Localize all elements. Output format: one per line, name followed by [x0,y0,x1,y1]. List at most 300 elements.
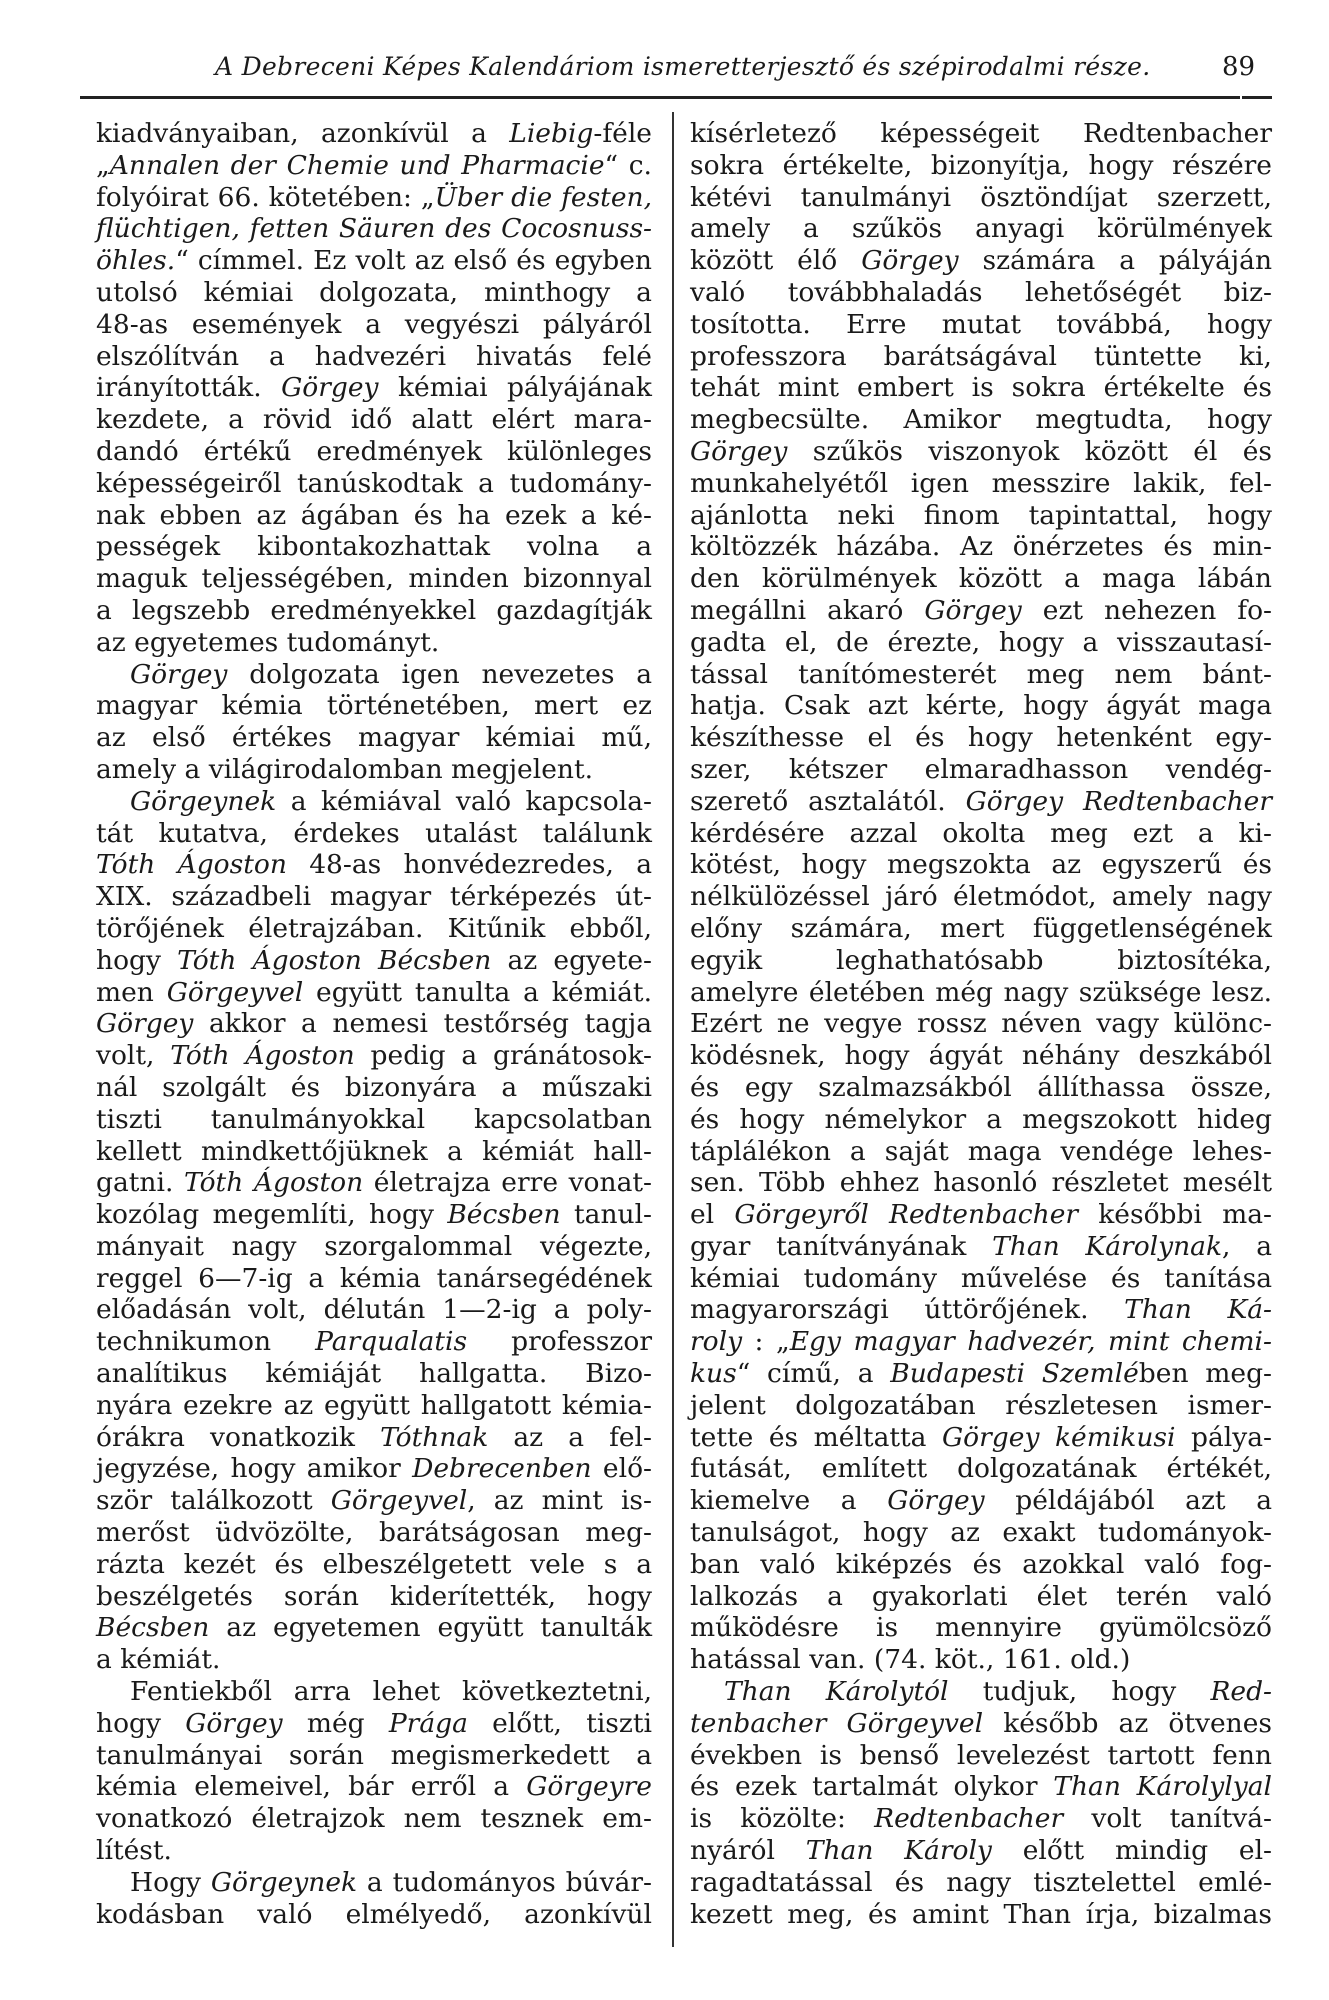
text-line [96,531,652,563]
text-line [690,1167,1272,1199]
text-segment: sokra értékelte, bizonyítja, hogy részére [690,149,1272,181]
text-line [96,1040,652,1072]
text-line [690,1899,1272,1931]
right-column [690,118,1272,1930]
italic-segment: Görgey [281,372,379,404]
text-segment: pálya- [1175,1421,1272,1453]
text-segment: számára a pályáján [958,245,1273,277]
italic-segment: Tóth Ágoston [183,1167,364,1199]
text-line [96,1199,652,1231]
text-line [96,1740,652,1772]
text-segment: volt tanítvá- [1063,1803,1272,1835]
text-segment: nak ebben az ágában és ha ezek a ké- [96,499,652,531]
text-segment: megbecsülte. Amikor megtudta, hogy [690,404,1272,436]
text-line [96,1167,652,1199]
text-line [96,1326,652,1358]
text-line [96,309,652,341]
text-segment: előtt mindig el- [991,1835,1273,1867]
column-divider [672,112,674,1947]
text-segment: maguk teljességében, minden bizonnyal [96,563,652,595]
text-line [690,468,1272,500]
text-line [96,1549,652,1581]
text-line [96,1803,652,1835]
text-line [96,468,652,500]
text-line [96,818,652,850]
text-segment: kérdésére azzal okolta meg ezt a ki- [690,817,1272,849]
text-line [96,1136,652,1168]
text-segment: ször találkozott [96,1485,331,1517]
text-segment: is közölte: [690,1803,875,1835]
text-line [690,1072,1272,1104]
text-line [96,1708,652,1740]
text-segment: életrajza erre vonat- [363,1167,652,1199]
text-segment: reggel 6—7-ig a kémia tanársegédének [96,1262,652,1294]
text-segment: jelent dolgozatában részletesen ismer- [690,1389,1272,1421]
text-line [690,1104,1272,1136]
text-line [690,881,1272,913]
text-line [96,1612,652,1644]
italic-segment: Görgey Redtenbacher [965,785,1272,817]
text-segment: nyára ezekre az együtt hallgatott kémia- [96,1389,652,1421]
text-segment: kiadványaiban, azonkívül a [96,118,510,149]
text-line [96,722,652,754]
text-line [96,977,652,1009]
text-line [690,1422,1272,1454]
text-segment: megállni akaró [690,594,925,626]
text-line [690,372,1272,404]
text-line [690,786,1272,818]
text-segment: években is benső levelezést tartott fenn [690,1739,1272,1771]
text-line [690,1612,1272,1644]
text-segment: nyáról [690,1835,806,1867]
text-line [690,690,1272,722]
text-line [96,1581,652,1613]
text-segment: a kémiával való kapcsola- [276,785,652,817]
text-line [690,277,1272,309]
text-line [96,436,652,468]
text-segment: való továbbhaladás lehetőségét biz- [690,276,1272,308]
text-segment: a tudományos búvár- [357,1866,652,1898]
text-line [96,1676,652,1708]
text-segment: törőjének életrajzában. Kitűnik ebből, [96,912,652,944]
text-segment: szerető asztalától. [690,785,966,817]
text-segment: Ezért ne vegye rossz néven vagy különc- [690,1008,1272,1040]
italic-segment: Liebig [509,118,594,149]
text-segment: az egyetemen együtt tanulták [209,1612,652,1644]
text-segment: mányait nagy szorgalommal végezte, [96,1230,652,1262]
text-segment: men [96,976,167,1008]
text-segment: ajánlotta neki finom tapintattal, hogy [690,499,1272,531]
text-segment: utolsó kémiai dolgozata, minthogy a [96,276,652,308]
text-segment: készíthesse el és hogy hetenként egy- [690,722,1272,754]
text-line [690,595,1272,627]
text-line [690,1740,1272,1772]
text-segment: kozólag megemlíti, hogy [96,1199,448,1231]
text-line [96,1231,652,1263]
italic-segment: Görgey [861,245,959,277]
text-segment: hatással van. (74. köt., 161. old.) [690,1644,1131,1676]
italic-segment: Than Károlytól [724,1676,949,1708]
text-segment: sen. Több ehhez hasonló részletet mesélt [690,1167,1272,1199]
text-line [96,1867,652,1899]
text-segment: irányították. [96,372,282,404]
text-segment: “ c. [604,149,652,181]
text-line [690,913,1272,945]
text-line [96,182,652,214]
text-segment: nélkülözéssel járó életmódot, amely nagy [690,881,1272,913]
text-segment: amely a szűkös anyagi körülmények [690,213,1272,245]
italic-segment: Bécsben [447,1199,561,1231]
italic-segment: Über die festen, [434,181,653,213]
text-line [96,150,652,182]
italic-segment: Redtenbacher [874,1803,1064,1835]
text-line [690,341,1272,373]
text-line [690,627,1272,659]
text-line [96,341,652,373]
text-line [690,1549,1272,1581]
text-line [690,1867,1272,1899]
text-segment: kezdete, a rövid idő alatt elért mara- [96,404,652,436]
italic-segment: Tóthnak [380,1421,489,1453]
text-segment: elő- [591,1453,652,1485]
text-line [690,118,1272,150]
text-segment: képességeiről tanúskodtak a tudomány- [96,467,652,499]
text-segment: később az ötvenes [983,1707,1272,1739]
text-segment: a kémiát. [96,1644,221,1676]
text-line [96,627,652,659]
header-rule [80,96,1240,99]
text-segment: az egyetemes tudományt. [96,626,440,658]
italic-segment: Parqualatis [315,1326,468,1358]
text-segment: hogy [96,944,178,976]
text-segment: ködésnek, hogy ágyát néhány deszkából [690,1040,1272,1072]
text-segment: hogy [96,1707,186,1739]
text-line [690,977,1272,1009]
text-segment: tát kutatva, érdekes utalást találunk [96,817,652,849]
italic-segment: Than Károlynak [992,1230,1223,1262]
text-line [96,1453,652,1485]
text-segment: tanulságot, hogy az exakt tudományok- [690,1517,1272,1549]
text-segment: működésre is mennyire gyümölcsöző [690,1612,1272,1644]
text-line [690,1771,1272,1803]
text-line [690,1358,1272,1390]
text-line [690,309,1272,341]
italic-segment: roly [690,1326,743,1358]
text-segment: tosította. Erre mutat továbbá, hogy [690,308,1272,340]
text-line [96,1485,652,1517]
text-line [690,849,1272,881]
text-line [690,1835,1272,1867]
italic-segment: Red- [1210,1676,1273,1708]
text-line [690,563,1272,595]
italic-segment: Budapesti Szemlé [890,1358,1139,1390]
text-segment: amely a világirodalomban megjelent. [96,753,594,785]
text-segment: még [282,1707,389,1739]
text-segment: az egyete- [491,944,652,976]
text-segment: lalkozás a gyakorlati élet terén való [690,1580,1272,1612]
text-segment: ban való kiképzés és azokkal való fog- [690,1548,1272,1580]
text-segment: kötést, hogy megszokta az egyszerű és [690,849,1272,881]
text-segment: között élő [690,245,862,277]
text-segment: : „ [742,1326,790,1358]
text-segment: gyar tanítványának [690,1230,993,1262]
text-segment: példájából azt a [984,1485,1272,1517]
text-line [96,563,652,595]
italic-segment: Görgeynek [210,1866,358,1898]
text-line [96,1644,652,1676]
text-segment: amelyre életében még nagy szüksége lesz. [690,976,1272,1008]
italic-segment: Görgeyről Redtenbacher [734,1199,1079,1231]
text-segment: és egy szalmazsákból állíthassa össze, [690,1071,1272,1103]
text-segment: gatni. [96,1167,184,1199]
text-segment: tette és méltatta [690,1421,943,1453]
italic-segment: Görgey kémikusi [942,1421,1176,1453]
italic-segment: öhles. [96,245,176,277]
text-line [96,1390,652,1422]
text-segment: akkor a nemesi testőrség tagja [193,1008,652,1040]
text-line [96,372,652,404]
text-segment: kellett mindkettőjüknek a kémiát hall- [96,1135,652,1167]
text-segment: beszélgetés során kiderítették, hogy [96,1580,652,1612]
text-segment: munkahelyétől igen messzire lakik, fel- [690,467,1272,499]
italic-segment: Prága [388,1707,468,1739]
text-line [96,1422,652,1454]
text-line [690,1390,1272,1422]
italic-segment: Egy magyar hadvezér, mint chemi- [789,1326,1272,1358]
text-line [96,754,652,786]
italic-segment: Bécsben [96,1612,210,1644]
text-line [690,150,1272,182]
text-segment: ragadtatással és nagy tisztelettel emlé- [690,1866,1272,1898]
text-line [690,500,1272,532]
text-segment: órákra vonatkozik [96,1421,381,1453]
text-line [690,1803,1272,1835]
text-segment: ben meg- [1138,1358,1272,1390]
text-segment: vonatkozó életrajzok nem tesznek em- [96,1803,652,1835]
header-rule-short [1242,96,1272,99]
text-line [96,659,652,691]
text-line [96,404,652,436]
text-line [96,277,652,309]
text-segment: táplálékon a saját maga vendége lehes- [690,1135,1272,1167]
text-segment: nál szolgált és bizonyára a műszaki [96,1071,652,1103]
text-segment: merőst üdvözölte, barátságosan meg- [96,1517,652,1549]
italic-segment: Görgey [96,1008,194,1040]
text-line [690,1326,1272,1358]
text-segment: „ [96,149,110,181]
text-segment: és hogy némelykor a megszokott hideg [690,1103,1272,1135]
text-segment: együtt tanulta a kémiát. [303,976,652,1008]
text-line [690,213,1272,245]
text-segment: 48-as események a vegyészi pályáról [96,308,652,340]
text-line [690,1517,1272,1549]
italic-segment: Görgeynek [130,785,277,817]
text-segment: jegyzése, hogy amikor [96,1453,413,1485]
text-segment: szűkös viszonyok között él és [787,435,1272,467]
text-segment: és ezek tartalmát olykor [690,1771,1054,1803]
text-line [96,1358,652,1390]
text-segment: pességek kibontakozhattak volna a [96,531,652,563]
text-line [690,1199,1272,1231]
text-line [96,1104,652,1136]
text-line [690,1676,1272,1708]
text-segment: Hogy [130,1866,211,1898]
text-segment: Fentiekből arra lehet következtetni, [130,1676,652,1708]
text-line [690,1644,1272,1676]
text-line [690,1294,1272,1326]
text-line [690,1581,1272,1613]
text-line [96,118,652,150]
italic-segment: Than Károly [805,1835,992,1867]
italic-segment: Tóth Ágoston [170,1040,355,1072]
text-segment: elszólítván a hadvezéri hivatás felé [96,340,652,372]
italic-segment: Görgeyvel [166,976,304,1008]
text-segment: kémia elemeivel, bár erről a [96,1771,527,1803]
italic-segment: Görgey [130,658,228,690]
italic-segment: tenbacher Görgeyvel [690,1707,984,1739]
text-line [96,849,652,881]
text-line [690,182,1272,214]
text-line [96,595,652,627]
text-segment: az a fel- [488,1421,652,1453]
text-line [96,1835,652,1867]
text-segment: tiszti tanulmányokkal kapcsolatban [96,1103,652,1135]
text-segment: lítést. [96,1835,172,1867]
text-line [96,1517,652,1549]
text-line [690,1485,1272,1517]
text-line [96,945,652,977]
text-segment: pedig a gránátosok- [354,1040,653,1072]
text-line [690,245,1272,277]
text-line [96,1008,652,1040]
text-line [690,1040,1272,1072]
italic-segment: Görgey [185,1707,283,1739]
italic-segment: Tóth Ágoston [96,849,287,881]
text-line [690,1708,1272,1740]
text-segment: magyar kémia történetében, mert ez [96,690,652,722]
text-segment: egyik leghathatósabb biztosítéka, [690,944,1272,976]
text-segment: az első értékes magyar kémiai mű, [96,722,652,754]
italic-segment: Görgey [690,435,788,467]
text-line [96,690,652,722]
text-line [690,1453,1272,1485]
text-segment: magyarországi úttörőjének. [690,1294,1125,1326]
text-segment: tással tanítómesterét meg nem bánt- [690,658,1272,690]
text-segment: tanul- [560,1199,653,1231]
italic-segment: flüchtigen, fetten Säuren des Cocosnuss- [96,213,652,245]
text-segment: a legszebb eredményekkel gazdagítják [96,594,652,626]
text-segment: folyóirat 66. kötetében: „ [96,181,435,213]
text-line [96,786,652,818]
italic-segment: Than Károlylyal [1053,1771,1273,1803]
text-line [96,213,652,245]
text-segment: analítikus kémiáját hallgatta. Bizo- [96,1358,652,1390]
text-segment: dolgozata igen nevezetes a [227,658,652,690]
text-segment: későbbi ma- [1078,1199,1272,1231]
text-segment: kísérletező képességeit Redtenbacher [690,118,1272,149]
text-segment: rázta kezét és elbeszélgetett vele s a [96,1548,652,1580]
text-line [96,881,652,913]
text-segment: , a [1222,1230,1273,1262]
text-segment: kodásban való elmélyedő, azonkívül [96,1898,652,1930]
text-line [96,500,652,532]
text-line [96,1263,652,1295]
text-segment: dandó értékű eredmények különleges [96,435,652,467]
text-line [96,1072,652,1104]
text-segment: “ címmel. Ez volt az első és egyben [175,245,652,277]
text-segment: XIX. századbeli magyar térképezés út- [96,881,652,913]
text-segment: előny számára, mert függetlenségének [690,912,1272,944]
text-segment: “ című, a [736,1358,891,1390]
text-segment: előtt, tiszti [467,1707,652,1739]
text-segment: kiemelve a [690,1485,888,1517]
text-segment: professzora barátságával tüntette ki, [690,340,1272,372]
text-line [690,1136,1272,1168]
italic-segment: Görgeyre [526,1771,652,1803]
text-line [96,1771,652,1803]
text-segment: volt, [96,1040,171,1072]
text-segment: technikumon [96,1326,316,1358]
text-segment: költözzék házába. Az önérzetes és min- [690,531,1272,563]
italic-segment: Tóth Ágoston Bécsben [177,944,492,976]
text-segment: kétévi tanulmányi ösztöndíjat szerzett, [690,181,1272,213]
text-segment: ezt nehezen fo- [1021,594,1272,626]
running-header: A Debreceni Képes Kalendáriom ismeretterjesztő és szépirodalmi része. [215,52,1151,81]
text-line [690,531,1272,563]
italic-segment: Annalen der Chemie und Pharmacie [109,149,605,181]
text-segment: tudjuk, hogy [948,1676,1211,1708]
text-segment: el [690,1199,735,1231]
text-line [690,1263,1272,1295]
italic-segment: Than Ká- [1124,1294,1272,1326]
left-column [96,118,652,1930]
text-segment: -féle [593,118,652,149]
text-segment: kezett meg, és amint Than írja, bizalmas [690,1898,1272,1930]
text-line [690,436,1272,468]
text-segment: professzor [467,1326,652,1358]
text-line [690,945,1272,977]
text-line [690,754,1272,786]
text-line [690,1008,1272,1040]
text-segment: tehát mint embert is sokra értékelte és [690,372,1272,404]
text-segment: gadta el, de érezte, hogy a visszautasí- [690,626,1272,658]
text-line [690,818,1272,850]
text-segment: futását, említett dolgozatának értékét, [690,1453,1272,1485]
text-line [690,722,1272,754]
text-segment: szer, kétszer elmaradhasson vendég- [690,753,1272,785]
italic-segment: Debrecenben [412,1453,592,1485]
text-line [96,913,652,945]
italic-segment: kus [690,1358,737,1390]
text-line [96,1899,652,1931]
text-segment: hatja. Csak azt kérte, hogy ágyát maga [690,690,1272,722]
text-segment: den körülmények között a maga lábán [690,563,1272,595]
text-line [690,404,1272,436]
page-number: 89 [1222,52,1256,82]
text-segment: kémiai tudomány művelése és tanítása [690,1262,1272,1294]
text-line [690,659,1272,691]
text-segment: tanulmányai során megismerkedett a [96,1739,652,1771]
text-line [690,1231,1272,1263]
italic-segment: Görgey [887,1485,985,1517]
text-segment: előadásán volt, délután 1—2-ig a poly- [96,1294,652,1326]
text-segment: kémiai pályájának [378,372,652,404]
italic-segment: Görgey [924,594,1022,626]
italic-segment: Görgeyvel [330,1485,468,1517]
text-segment: 48-as honvédezredes, a [286,849,652,881]
text-line [96,245,652,277]
text-segment: , az mint is- [467,1485,652,1517]
